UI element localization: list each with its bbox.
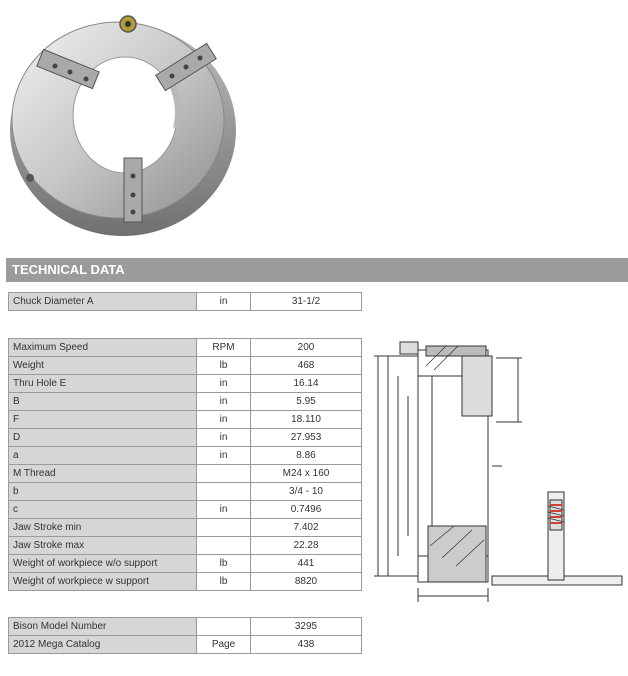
spec-unit: in [197, 501, 251, 519]
spec-unit [197, 465, 251, 483]
table-row [9, 393, 362, 411]
spec-label: Thru Hole E [9, 375, 197, 393]
spec-value: 200 [251, 339, 362, 357]
spec-value: M24 x 160 [251, 465, 362, 483]
spec-value: 3/4 - 10 [251, 483, 362, 501]
technical-data-banner: TECHNICAL DATA [6, 258, 628, 282]
spec-value: 438 [251, 636, 362, 654]
spec-label: Jaw Stroke max [9, 537, 197, 555]
spec-label: Chuck Diameter A [9, 293, 197, 311]
spec-value: 27.953 [251, 429, 362, 447]
spec-label: Maximum Speed [9, 339, 197, 357]
table-row [9, 447, 362, 465]
spec-value: 31-1/2 [251, 293, 362, 311]
table-row [9, 573, 362, 591]
spec-unit: lb [197, 573, 251, 591]
spec-label: 2012 Mega Catalog [9, 636, 197, 654]
table-row [9, 339, 362, 357]
spec-value: 0.7496 [251, 501, 362, 519]
table-row [9, 293, 362, 311]
chuck-cross-section-drawing [372, 326, 628, 608]
spec-label: a [9, 447, 197, 465]
specifications-table [8, 338, 362, 591]
spec-value: 18.110 [251, 411, 362, 429]
spec-unit [197, 483, 251, 501]
spec-value: 22.28 [251, 537, 362, 555]
spec-unit: in [197, 447, 251, 465]
table-row [9, 483, 362, 501]
table-row [9, 618, 362, 636]
spec-label: Jaw Stroke min [9, 519, 197, 537]
spec-value: 5.95 [251, 393, 362, 411]
table-row [9, 465, 362, 483]
model-info-table [8, 617, 362, 654]
spec-label: M Thread [9, 465, 197, 483]
table-row [9, 357, 362, 375]
table-row [9, 519, 362, 537]
spec-label: D [9, 429, 197, 447]
spec-unit: Page [197, 636, 251, 654]
spec-unit: in [197, 411, 251, 429]
spec-unit: in [197, 429, 251, 447]
spec-unit: in [197, 393, 251, 411]
spec-label: Bison Model Number [9, 618, 197, 636]
spec-unit [197, 537, 251, 555]
table-row [9, 537, 362, 555]
spec-unit: in [197, 375, 251, 393]
spec-value: 3295 [251, 618, 362, 636]
spec-label: Weight [9, 357, 197, 375]
spec-value: 441 [251, 555, 362, 573]
table-row [9, 501, 362, 519]
spec-value: 8.86 [251, 447, 362, 465]
spec-label: c [9, 501, 197, 519]
three-jaw-chuck-photo [0, 0, 240, 240]
table-row [9, 429, 362, 447]
spec-label: F [9, 411, 197, 429]
spec-unit [197, 618, 251, 636]
spec-label: Weight of workpiece w support [9, 573, 197, 591]
spec-unit: RPM [197, 339, 251, 357]
spec-label: B [9, 393, 197, 411]
table-row [9, 555, 362, 573]
spec-value: 16.14 [251, 375, 362, 393]
spec-label: b [9, 483, 197, 501]
spec-label: Weight of workpiece w/o support [9, 555, 197, 573]
spec-value: 7.402 [251, 519, 362, 537]
spec-unit [197, 519, 251, 537]
spec-unit: in [197, 293, 251, 311]
spec-unit: lb [197, 555, 251, 573]
table-row [9, 411, 362, 429]
table-row [9, 375, 362, 393]
spec-value: 8820 [251, 573, 362, 591]
chuck-diameter-table [8, 292, 362, 311]
spec-value: 468 [251, 357, 362, 375]
table-row [9, 636, 362, 654]
spec-unit: lb [197, 357, 251, 375]
